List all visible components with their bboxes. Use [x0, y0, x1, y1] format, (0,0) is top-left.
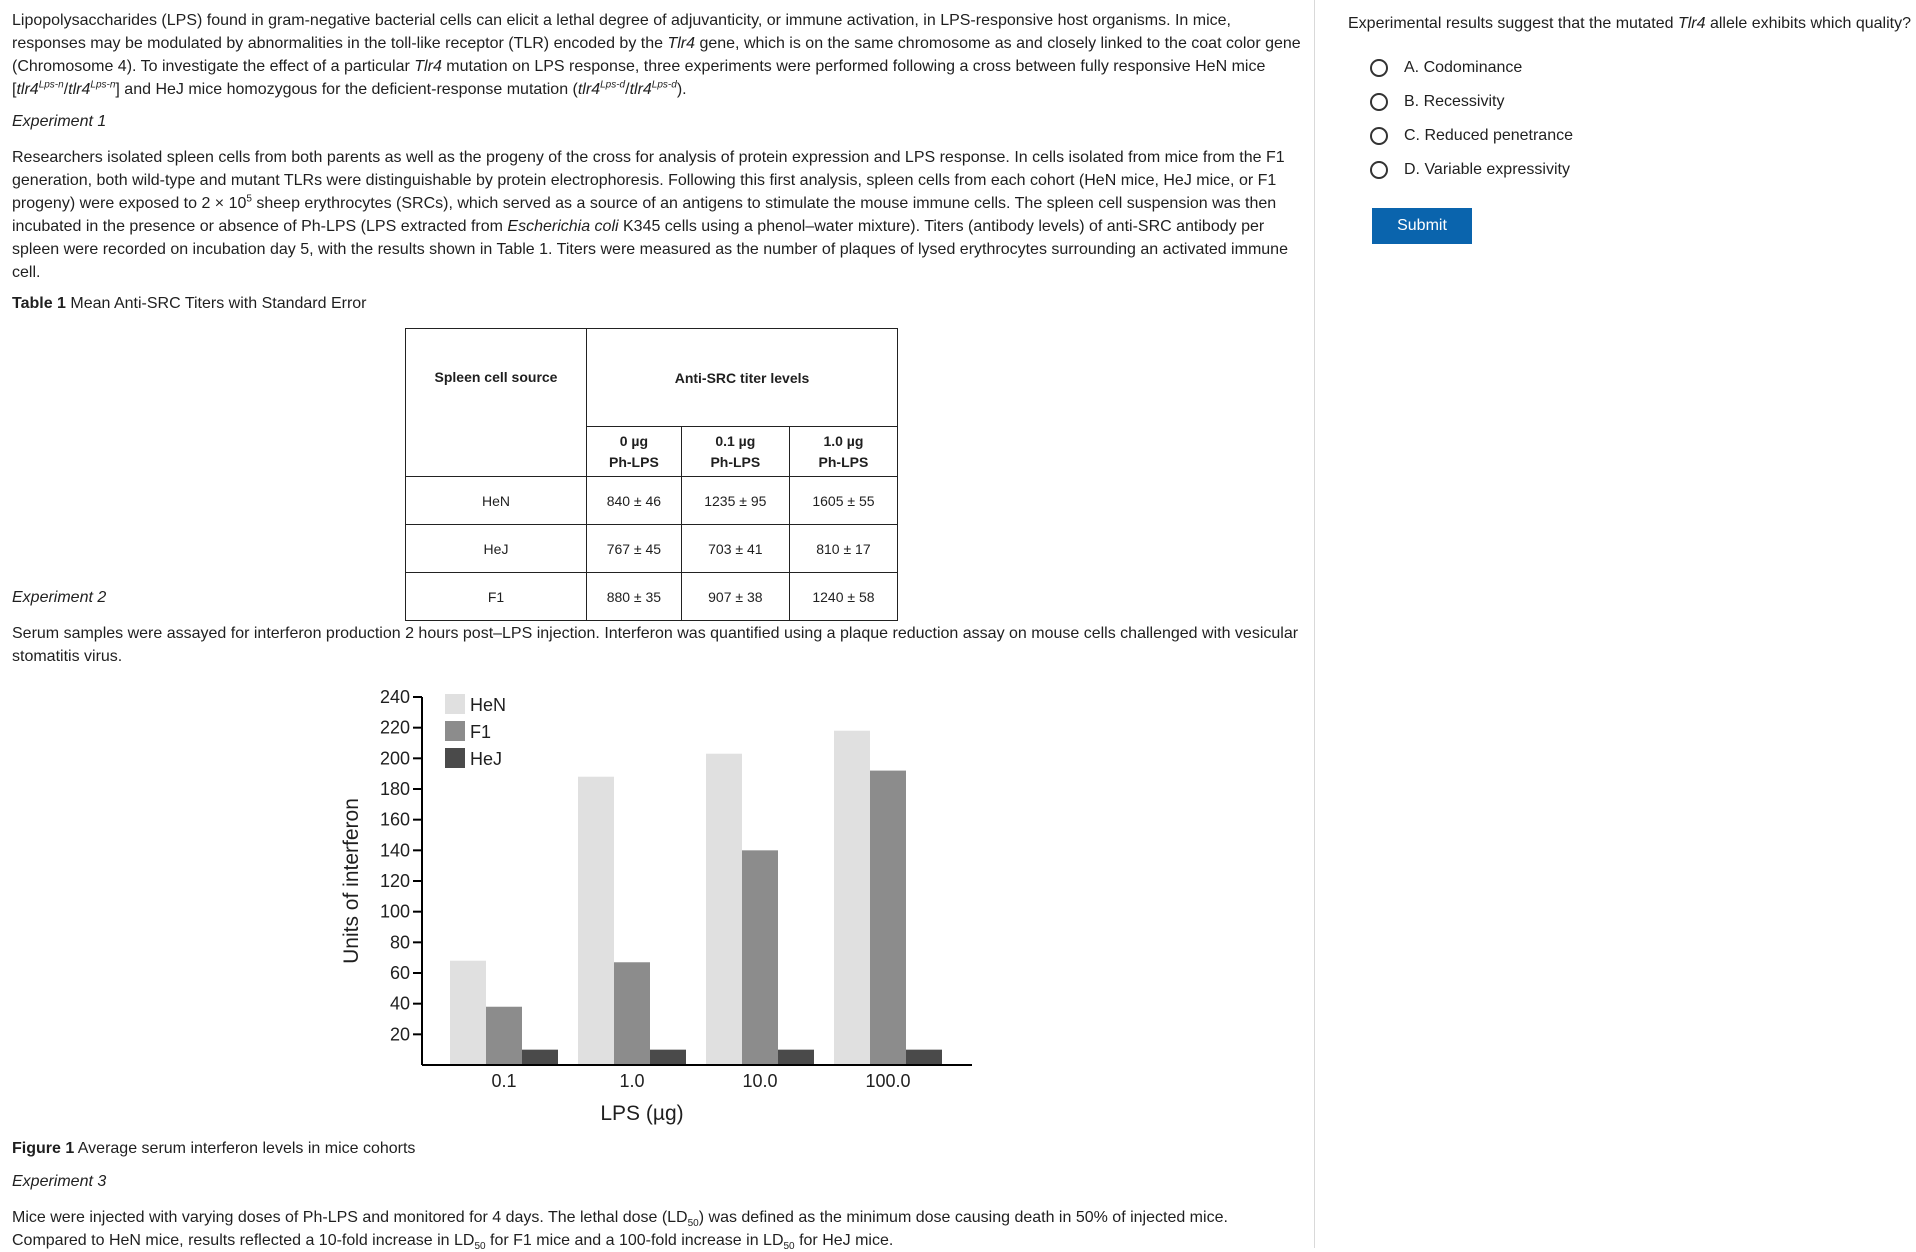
- prompt-text-a: Experimental results suggest that the mutated: [1348, 15, 1678, 32]
- y-tick-label: 20: [389, 1024, 410, 1045]
- table-row: [406, 525, 898, 573]
- bar-hen: [450, 961, 486, 1065]
- x-tick-label: 1.0: [619, 1071, 645, 1091]
- radio-button[interactable]: [1370, 93, 1388, 111]
- exp1-text-a: Researchers isolated spleen cells from both parents as well as the progeny of the cross for analysis of protein expression and LPS response. In cells isolated from mice from the F1 generation, both wild-type and mutant TLRs were distinguishable by protein electrophoresis. Following this first analysis, spleen cells from each cohort (HeN mice, HeJ mice, or F1 progeny) were exposed to 2 × 10: [12, 149, 1285, 212]
- figure-caption-text: Average serum interferon levels in mice cohorts: [74, 1140, 416, 1157]
- titer-table: [405, 328, 898, 621]
- exp3-text-d: for HeJ mice.: [794, 1232, 894, 1249]
- allele-sup: Lps-n: [90, 79, 116, 91]
- experiment-1-text: [12, 146, 1302, 284]
- bar-hej: [906, 1050, 942, 1065]
- y-tick-label: 60: [389, 963, 410, 983]
- col-unit: Ph-LPS: [710, 453, 761, 470]
- legend-label: HeJ: [470, 749, 503, 769]
- y-tick-label: 40: [389, 993, 410, 1014]
- gene-name: Tlr4: [667, 35, 696, 52]
- bar-hen: [706, 754, 742, 1065]
- bar-f1: [742, 850, 778, 1065]
- gene-name: Tlr4: [414, 58, 442, 75]
- subscript: 50: [783, 1241, 795, 1252]
- experiment-3-text: [12, 1206, 1302, 1252]
- allele: tlr4: [629, 81, 652, 98]
- x-tick-label: 10.0: [742, 1071, 778, 1091]
- bar-f1: [614, 962, 650, 1065]
- table-group-header: Anti-SRC titer levels: [587, 329, 898, 427]
- allele-slash: /: [625, 81, 630, 98]
- table-cell: 907 ± 38: [681, 573, 789, 621]
- table-source-header: Spleen cell source: [406, 329, 587, 477]
- y-tick-label: 180: [379, 779, 410, 799]
- y-tick-label: 80: [389, 932, 410, 953]
- prompt-text-b: allele exhibits which quality?: [1705, 15, 1911, 32]
- table-cell: 1605 ± 55: [789, 477, 897, 525]
- figure-caption: [12, 1140, 415, 1158]
- x-tick-label: 100.0: [865, 1071, 911, 1091]
- exp1-text-c: K345 cells using a phenol–water mixture). Titers (antibody levels) of anti-SRC antibody per spleen were recorded on incubation day 5, with the results shown in Table 1. Titers were measured as the number of plaques of lysed erythrocytes surrounding an activated immune cell.: [12, 218, 1288, 281]
- submit-button[interactable]: Submit: [1372, 208, 1472, 244]
- exp3-text-c: for F1 mice and a 100-fold increase in LD: [485, 1232, 784, 1249]
- radio-button[interactable]: [1370, 127, 1388, 145]
- row-source: HeJ: [406, 525, 587, 573]
- experiment-2-heading: Experiment 2: [12, 589, 107, 606]
- intro-text-2: gene, which is on the same chromosome as and closely linked to the coat color gene (Chromosome 4). To investigate the effect of a particular: [12, 35, 1301, 75]
- table-col-header: [587, 427, 682, 477]
- subscript: 50: [474, 1241, 486, 1252]
- y-tick-label: 100: [379, 901, 410, 922]
- allele: tlr4: [577, 81, 601, 98]
- experiment-1-heading: Experiment 1: [12, 113, 107, 130]
- subscript: 50: [687, 1218, 699, 1230]
- row-source: F1: [406, 573, 587, 621]
- y-tick-label: 240: [379, 687, 410, 707]
- question-prompt: [1348, 13, 1911, 35]
- col-dose: 0 µg: [619, 432, 649, 449]
- choice-label: D. Variable expressivity: [1404, 161, 1570, 178]
- bar-f1: [870, 771, 906, 1065]
- bar-hen: [834, 731, 870, 1065]
- figure-caption-label: Figure 1: [12, 1140, 75, 1157]
- table-cell: 840 ± 46: [587, 477, 682, 525]
- col-unit: Ph-LPS: [818, 453, 869, 470]
- exp3-text-a: Mice were injected with varying doses of Ph-LPS and monitored for 4 days. The lethal dose (LD: [12, 1209, 688, 1226]
- intro-paragraph: [12, 9, 1302, 101]
- allele: tlr4: [68, 81, 91, 98]
- bar-hen: [578, 777, 614, 1065]
- choice-c[interactable]: [1370, 124, 1573, 148]
- table-cell: 810 ± 17: [789, 525, 897, 573]
- allele-sup: Lps-n: [38, 79, 64, 91]
- radio-button[interactable]: [1370, 59, 1388, 77]
- experiment-3-heading: Experiment 3: [12, 1173, 107, 1190]
- x-axis-label: LPS (µg): [600, 1102, 684, 1125]
- legend-swatch: [445, 748, 465, 768]
- legend-label: F1: [470, 722, 492, 742]
- choice-label: A. Codominance: [1404, 59, 1523, 76]
- intro-text-5: ).: [676, 81, 687, 98]
- radio-button[interactable]: [1370, 161, 1388, 179]
- y-tick-label: 160: [379, 809, 410, 830]
- table-col-header: [681, 427, 789, 477]
- y-axis-label: Units of interferon: [340, 798, 363, 964]
- gene-name: Tlr4: [1677, 15, 1706, 32]
- table-caption: [12, 295, 367, 313]
- col-unit: Ph-LPS: [609, 453, 659, 470]
- exp1-text-b: sheep erythrocytes (SRCs), which served as a source of an antigens to stimulate the mouse immune cells. The spleen cell suspension was then incubated in the presence or absence of Ph-LPS (LPS extracted from: [12, 195, 1277, 235]
- choice-b[interactable]: [1370, 90, 1504, 114]
- table-cell: 1235 ± 95: [681, 477, 789, 525]
- interferon-bar-chart: [320, 675, 1000, 1135]
- intro-text-3: mutation on LPS response, three experiments were performed following a cross between fully responsive HeN mice [: [12, 58, 1266, 98]
- choice-label: C. Reduced penetrance: [1404, 127, 1573, 144]
- choice-a[interactable]: [1370, 56, 1522, 80]
- intro-text-4: ] and HeJ mice homozygous for the deficient-response mutation (: [115, 81, 578, 98]
- row-source: HeN: [406, 477, 587, 525]
- bar-hej: [522, 1050, 558, 1065]
- y-tick-label: 220: [379, 717, 410, 738]
- choice-label: B. Recessivity: [1404, 93, 1505, 110]
- legend-swatch: [445, 694, 465, 714]
- table-caption-text: Mean Anti-SRC Titers with Standard Error: [65, 295, 367, 312]
- table-col-header: [789, 427, 897, 477]
- table-cell: 767 ± 45: [587, 525, 682, 573]
- table-cell: 1240 ± 58: [789, 573, 897, 621]
- bar-f1: [486, 1007, 522, 1065]
- species-name: Escherichia coli: [507, 218, 619, 235]
- bar-hej: [778, 1050, 814, 1065]
- legend-swatch: [445, 721, 465, 741]
- y-tick-label: 140: [379, 840, 410, 861]
- allele: tlr4: [16, 81, 39, 98]
- exp3-text-b: ) was defined as the minimum dose causing death in 50% of injected mice. Compared to HeN mice, results reflected a 10-fold increase in LD: [12, 1209, 1228, 1249]
- y-tick-label: 200: [379, 748, 410, 769]
- col-dose: 1.0 µg: [823, 432, 864, 449]
- table-row: [406, 573, 898, 621]
- col-dose: 0.1 µg: [715, 432, 756, 449]
- exponent: 5: [246, 193, 252, 205]
- bar-hej: [650, 1050, 686, 1065]
- legend-label: HeN: [470, 695, 507, 715]
- x-tick-label: 0.1: [491, 1071, 517, 1091]
- intro-text-1: Lipopolysaccharides (LPS) found in gram-negative bacterial cells can elicit a lethal degree of adjuvanticity, or immune activation, in LPS-responsive host organisms. In mice, responses may be modulated by abnormalities in the toll-like receptor (TLR) encoded by the: [12, 12, 1231, 52]
- experiment-2-text: Serum samples were assayed for interferon production 2 hours post–LPS injection. Interferon was quantified using a plaque reduction assay on mouse cells challenged with vesicular stomatitis virus.: [12, 625, 1299, 665]
- y-tick-label: 120: [379, 871, 410, 891]
- allele-sup: Lps-d: [651, 79, 677, 91]
- choice-d[interactable]: [1370, 158, 1570, 182]
- table-caption-label: Table 1: [12, 295, 66, 312]
- allele-slash: /: [63, 81, 69, 98]
- question-panel: [1316, 0, 1916, 1248]
- table-cell: 880 ± 35: [587, 573, 682, 621]
- allele-sup: Lps-d: [600, 79, 626, 91]
- table-row: [406, 477, 898, 525]
- table-cell: 703 ± 41: [681, 525, 789, 573]
